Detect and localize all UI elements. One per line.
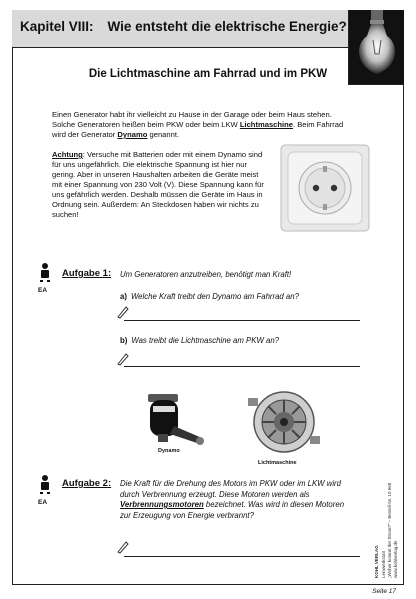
dynamo-caption: Dynamo <box>158 448 180 454</box>
warning-label: Achtung <box>52 150 83 159</box>
question-a-letter: a) <box>120 292 127 301</box>
person-icon <box>37 262 53 284</box>
person-icon <box>37 474 53 496</box>
warning-paragraph <box>52 150 264 220</box>
term-lichtmaschine: Lichtmaschine <box>239 120 293 129</box>
publisher-name: KOHL VERLAG <box>374 545 379 578</box>
power-socket-icon <box>280 144 370 232</box>
chapter-heading: Wie entsteht die elektrische Energie? <box>107 19 347 34</box>
chapter-header <box>12 10 348 48</box>
chapter-number: Kapitel VIII: <box>20 19 94 34</box>
intro-text-3: genannt. <box>147 130 180 139</box>
answer-line-b[interactable] <box>124 366 360 367</box>
task2-ea-label: EA <box>38 499 48 506</box>
question-a-text: Welche Kraft treibt den Dynamo am Fahrrad an? <box>130 292 299 301</box>
task1-ea-label: EA <box>38 287 48 294</box>
answer-line-task2[interactable] <box>124 556 360 557</box>
term-dynamo: Dynamo <box>117 130 148 139</box>
question-b-letter: b) <box>120 336 128 345</box>
task2-text-1: Die Kraft für die Drehung des Motors im PKW oder im LKW wird durch Verbrennung erzeugt. Diese Motoren werden als <box>120 479 341 499</box>
warning-text: : Versuche mit Batterien oder mit einem Dynamo sind für uns ungefährlich. Die elektrische Spannung ist hier nur gering. Aber in unseren Haushalten arbeiten die Geräte meist mit einer Spannung von 230 Volt (V). Diese Spannung kann für uns gefährlich werden. Deshalb müssen die Geräte im Haus in Ordnung sein. Außerdem: An Steckdosen haben wir nichts zu suchen! <box>52 150 264 219</box>
intro-paragraph <box>52 110 352 140</box>
task2-label <box>62 478 111 489</box>
pencil-icon <box>116 540 130 554</box>
page-subtitle: Die Lichtmaschine am Fahrrad und im PKW <box>88 68 328 80</box>
task1-colon: : <box>107 268 112 279</box>
publisher-url: www.kohlverlag.de <box>393 540 398 578</box>
alternator-image <box>244 388 322 460</box>
publisher-sidebar <box>372 440 402 580</box>
task2-text <box>120 479 356 521</box>
intro-text-1: Einen Generator habt ihr vielleicht zu Hause in der Garage oder beim Haus stehen. Solche Generatoren heißen beim PKW oder beim LKW <box>52 110 332 129</box>
task1-question-b <box>120 336 279 345</box>
page-number: Seite 17 <box>372 588 396 595</box>
task2-label-text: Aufgabe 2 <box>62 478 108 489</box>
chapter-title <box>20 19 347 34</box>
pencil-icon <box>116 305 130 319</box>
task2-text-2: bezeichnet. Was wird in diesen Motoren zur Erzeugung von Energie verbrannt? <box>120 500 345 520</box>
publisher-line-1: Lernwerkstatt <box>381 550 386 578</box>
question-b-text: Was treibt die Lichtmaschine am PKW an? <box>131 336 279 345</box>
publisher-line-2: „Woher kommt der Strom?“ – Bestell-Nr. 10 668 <box>387 482 392 578</box>
term-verbrennungsmotoren: Verbrennungsmotoren <box>120 500 204 509</box>
task1-intro: Um Generatoren anzutreiben, benötigt man Kraft! <box>120 270 292 279</box>
intro-text-2: . Beim Fahrrad wird der Generator <box>52 120 344 139</box>
answer-line-a[interactable] <box>124 320 360 321</box>
dynamo-image <box>140 390 210 448</box>
alternator-caption: Lichtmaschine <box>258 460 297 466</box>
task1-label-text: Aufgabe 1 <box>62 268 108 279</box>
task1-question-a <box>120 292 299 301</box>
task1-label <box>62 268 111 279</box>
task2-colon: : <box>107 478 112 489</box>
power-socket-image <box>280 144 370 232</box>
pencil-icon <box>116 352 130 366</box>
